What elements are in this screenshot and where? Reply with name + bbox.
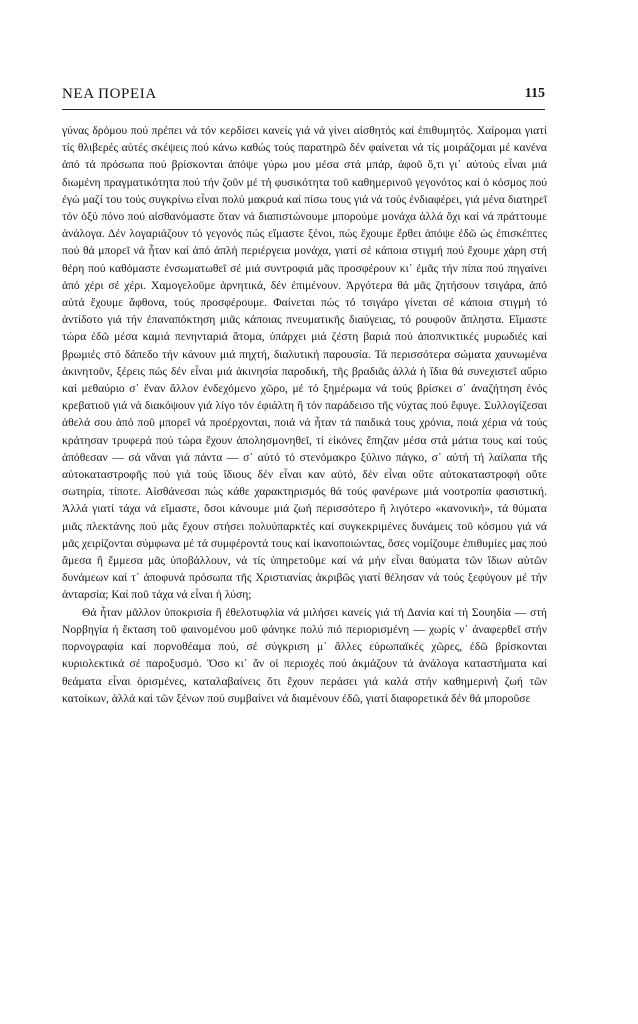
paragraph-2: Θά ἦταν μᾶλλον ὑποκρισία ἢ ἐθελοτυφλία νά μιλήσει κανείς γιά τή Δανία καί τή Σουηδία — στή Νορβηγία ἡ ἔκταση τοῦ φαινομένου μοῦ φάνηκε πολύ πιό περιορισμένη — χωρίς ν᾽ ἀναφερθεῖ στήν πορνογραφία καί πορνοθέαμα πού, σέ σύγκριση μ᾽ ἄλλες εὐρωπαϊκές χῶρες, ἐδῶ βρίσκονται κυριολεκτικά σέ παροξυσμό. Ὅσο κι᾽ ἄν οἱ περιοχές πού ἀκμάζουν τά ἀνάλογα καταστήματα καί θεάματα εἶναι ὁρισμένες, καταλαβαίνεις ὅτι ἔχουν περάσει γιά καλά στήν καθημερινή ζωή τῶν κατοίκων, ἀλλά καί τῶν ξένων πού συμβαίνει νά διαμένουν ἐδῶ, γιατί διαφορετικά δέν θά μποροῦσε bbox=[62, 605, 547, 705]
page-number: 115 bbox=[524, 86, 545, 101]
running-head bbox=[62, 86, 545, 108]
article-body bbox=[62, 122, 547, 707]
header-divider bbox=[62, 109, 545, 110]
journal-title: ΝΕΑ ΠΟΡΕΙΑ bbox=[62, 86, 157, 102]
paragraph-1: γύνας δρόμου πού πρέπει νά τόν κερδίσει κανείς γιά νά γίνει αἰσθητός καί ἐπιθυμητός. Χαίρομαι γιατί τίς θλιβερές αὐτές σκέψεις πού κάνω καθώς τούς παρατηρῶ δέν φαίνεται νά τίς μοιράζομαι μέ κανένα ἀπό τά πρόσωπα πού βρίσκονται ἀπόψε γύρω μου μέσα στά μπάρ, ἀφοῦ ὅ,τι γι᾽ αὐτούς εἶναι μιά διωμένη πραγματικότητα πού τήν ζοῦν μέ τή φυσικότητα τοῦ καθημερινοῦ γεγονότος καί ὁ κόσμος πού ἐγώ μαζί του τούς συγκρίνω εἶναι πολύ μακρυά καί πίσω τους γιά νά τούς ἐνδιαφέρει, γιά μένα διατηρεῖ τόν ὀξύ πόνο πού αἰσθανόμαστε ὅταν νά διαπιστώνουμε μπορούμε μονάχα ἀλλά ὄχι καί νά πράττουμε ἀνάλογα. Δέν λογαριάζουν τό γεγονός πώς εἴμαστε ξένοι, πώς ἔχουμε ἔρθει ἀπόψε ἐδῶ ὡς ἐπισκέπτες πού θά μπορεῖ νά ἦταν καί ἀπό ἁπλή περιέργεια μονάχα, γιατί σέ κάποια στιγμή πού ἔχουμε χάρη στή θέρη πού καθόμαστε ἐνσωματωθεῖ σέ μιά συντροφιά μᾶς προσφέρουν κι᾽ ἐμᾶς τήν πίπα πού πηγαίνει ἀπό χέρι σέ χέρι. Χαμογελοῦμε ἀρνητικά, δέν ἐπιμένουν. Ἀργότερα θά μᾶς ζητήσουν τσιγάρα, ἀπό αὐτά ἔχουμε ἄφθονα, τούς προσφέρουμε. Φαίνεται πώς τό τσιγάρο γίνεται σέ κάποια στιγμή τό ἀντίδοτο γιά τήν ἐπαναπόκτηση μιᾶς κάποιας πνευματικῆς διαύγειας, τό ρουφοῦν ἄπληστα. Εἴμαστε τώρα ἐδῶ μέσα καμιά πενηνταριά ἄτομα, ὑπάρχει μιά ζέστη βαριά πού ἀποπνικτικές μυρωδιές καί βρωμιές στό δάπεδο τήν κάνουν μιά πηχτή, διαλυτική παρουσία. Τά περισσότερα σώματα χαυνωμένα ἀκινητοῦν, ξέρεις πώς δέν εἶναι μιά ἀκινησία παροδική, τῆς βραδιᾶς ἀλλά ἡ ἴδια θά συνεχιστεῖ αὔριο καί μεθαύριο σ᾽ ἕναν ἄλλον ἐνδεχόμενο χῶρο, μέ τό ξημέρωμα νά τούς βρίσκει σ᾽ ἀναζήτηση ἑνός κρεβατιοῦ γιά νά διακόψουν γιά λίγο τόν ἐφιάλτη ἢ τόν παράδεισο τῆς νύχτας πού ἔφυγε. Συλλογίζεσαι ἀθελά σου ἀπό ποῦ μπορεῖ νά προέρχονται, ποιά νά ἦταν τά παιδικά τους χρόνια, ποιά χέρια νά τούς κράτησαν τρυφερά πού τώρα ἔχουν ἀπολησμονηθεῖ, τί εἰκόνες ἔπηζαν μέσα στά μάτια τους καί τούς ἀπόθεσαν — σά νἄναι γιά πάντα — σ᾽ αὐτό τό στενόμακρο ξύλινο πάγκο, σ᾽ αὐτή τή λαίλαπα τῆς αὐτοκαταστροφῆς πού γιά τούς ἴδιους δέν εἶναι καν αὐτό, δέν εἶναι οὔτε αὐτοκαταστροφή οὔτε σωτηρία, τίποτε. Αἰσθάνεσαι πώς κάθε χαρακτηρισμός θά τούς φανέρωνε μιά νοοτροπία φασιστική. Ἀλλά γιατί τάχα νά εἴμαστε, ὅσοι κάνουμε μιά ζωή περισσότερο ἢ λιγότερο «κανονική», τά θύματα μιᾶς πλεκτάνης πού μᾶς ἔχουν στήσει πολυύπαρκτές καί συγκεκριμένες δυνάμεις τοῦ κόσμου γιά νά μᾶς χειρίζονται σύμφωνα μέ τά συμφέροντά τους καί ἱκανοποιώντας, ὅσες νομίζουμε ἐπιθυμίες μας πού ἄμεσα ἢ ἔμμεσα μᾶς ὑποβάλλουν, νά τίς ὑπηρετοῦμε καί νά μήν εἶναι θαύματα τῶν ἴδιων αὐτῶν δυνάμεων καί τ᾽ ἀποφυνά πρόσωπα τῆς Χριστιανίας ἀκριβῶς γιατί θέλησαν νά τούς ξεφύγουν μέ τήν ἀνταρσία; Καί ποῦ τάχα νά εἶναι ἡ λύση; bbox=[62, 124, 547, 602]
